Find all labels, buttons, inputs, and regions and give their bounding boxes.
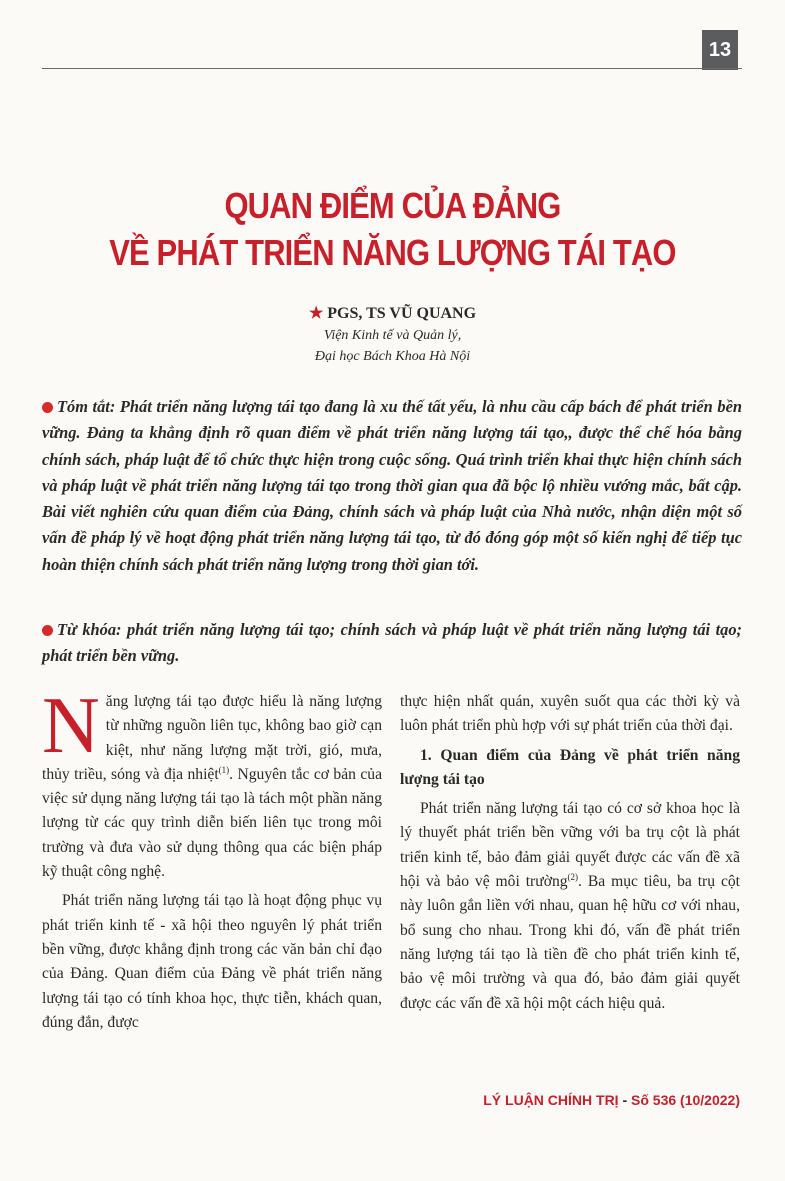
journal-name: LÝ LUẬN CHÍNH TRỊ	[483, 1092, 619, 1108]
keywords	[42, 617, 742, 670]
paragraph-text: Phát triển năng lượng tái tạo có cơ sở khoa học là lý thuyết phát triển bền vững với ba trụ cột là phát triển kinh tế, bảo đảm giải quyết được các vấn đề xã hội và bảo vệ môi trường	[400, 800, 740, 891]
section-heading: 1. Quan điểm của Đảng về phát triển năng lượng tái tạo	[400, 746, 740, 788]
author-line	[0, 303, 785, 325]
header-rule	[42, 68, 742, 69]
paragraph: Phát triển năng lượng tái tạo là hoạt động phục vụ phát triển kinh tế - xã hội theo nguyên lý phát triển bền vững, được khẳng định trong các văn bản chỉ đạo của Đảng. Quan điểm của Đảng về phát triển năng lượng tái tạo có tính khoa học, thực tiễn, khách quan, đúng đắn, được	[42, 892, 382, 1031]
abstract-text: Tóm tắt: Phát triển năng lượng tái tạo đang là xu thế tất yếu, là nhu cầu cấp bách để phát triển bền vững. Đảng ta khẳng định rõ quan điểm về phát triển năng lượng tái tạo,, được thể chế hóa bằng chính sách, pháp luật để tổ chức thực hiện trong cuộc sống. Quá trình triển khai thực hiện chính sách và pháp luật về phát triển năng lượng tái tạo trong thời gian qua đã bộc lộ nhiều vướng mắc, bất cập. Bài viết nghiên cứu quan điểm của Đảng, chính sách và pháp luật của Nhà nước, nhận diện một số vấn đề pháp lý về hoạt động phát triển năng lượng tái tạo, từ đó đóng góp một số kiến nghị để tiếp tục hoàn thiện chính sách phát triển năng lượng trong thời gian tới.	[42, 397, 742, 574]
title-line-2: VỀ PHÁT TRIỂN NĂNG LƯỢNG TÁI TẠO	[109, 232, 676, 273]
issue-label: Số 536 (10/2022)	[631, 1092, 740, 1108]
drop-cap: N	[42, 682, 100, 770]
article-title	[55, 182, 730, 276]
abstract	[42, 394, 742, 578]
footnote-ref: (1)	[218, 764, 230, 775]
affiliation-line-1: Viện Kinh tế và Quản lý,	[323, 328, 462, 343]
paragraph: thực hiện nhất quán, xuyên suốt qua các thời kỳ và luôn phát triển phù hợp với sự phát triển của thời đại.	[400, 693, 740, 735]
page-footer	[483, 1092, 740, 1108]
paragraph	[400, 797, 740, 1016]
paragraph-text: . Ba mục tiêu, ba trụ cột này luôn gắn liền với nhau, quan hệ hữu cơ với nhau, bổ sung cho nhau. Trong khi đó, vấn đề phát triển năng lượng tái tạo là tiền đề cho phát triển kinh tế, bảo vệ môi trường và qua đó, bảo đảm giải quyết được các vấn đề xã hội một cách hiệu quả.	[400, 873, 740, 1012]
author-block	[0, 303, 785, 367]
body-column-right	[400, 690, 740, 1021]
page-number: 13	[702, 30, 738, 70]
footer-separator: -	[618, 1092, 632, 1108]
paragraph-text: . Nguyên tắc cơ bản của việc sử dụng năng lượng tái tạo là tách một phần năng lượng từ các quy trình diễn biến liên tục trong môi trường và đưa vào sử dụng thông qua các biện pháp kỹ thuật công nghệ.	[42, 765, 382, 881]
footnote-ref: (2)	[567, 871, 579, 882]
star-icon: ★	[308, 305, 324, 322]
author-name: PGS, TS VŨ QUANG	[327, 305, 477, 322]
bullet-icon	[42, 625, 53, 636]
title-line-1: QUAN ĐIỂM CỦA ĐẢNG	[224, 185, 561, 226]
paragraph-text: ăng lượng tái tạo được hiểu là năng lượng từ những nguồn liên tục, không bao giờ cạn kiệt, như năng lượng mặt trời, gió, mưa, thủy triều, sóng và địa nhiệt	[42, 693, 382, 783]
keywords-text: Từ khóa: phát triển năng lượng tái tạo; chính sách và pháp luật về phát triển năng lượng tái tạo; phát triển bền vững.	[42, 620, 742, 666]
bullet-icon	[42, 402, 53, 413]
body-column-left	[42, 682, 382, 1040]
affiliation-line-2: Đại học Bách Khoa Hà Nội	[314, 349, 471, 364]
paragraph	[42, 682, 382, 884]
